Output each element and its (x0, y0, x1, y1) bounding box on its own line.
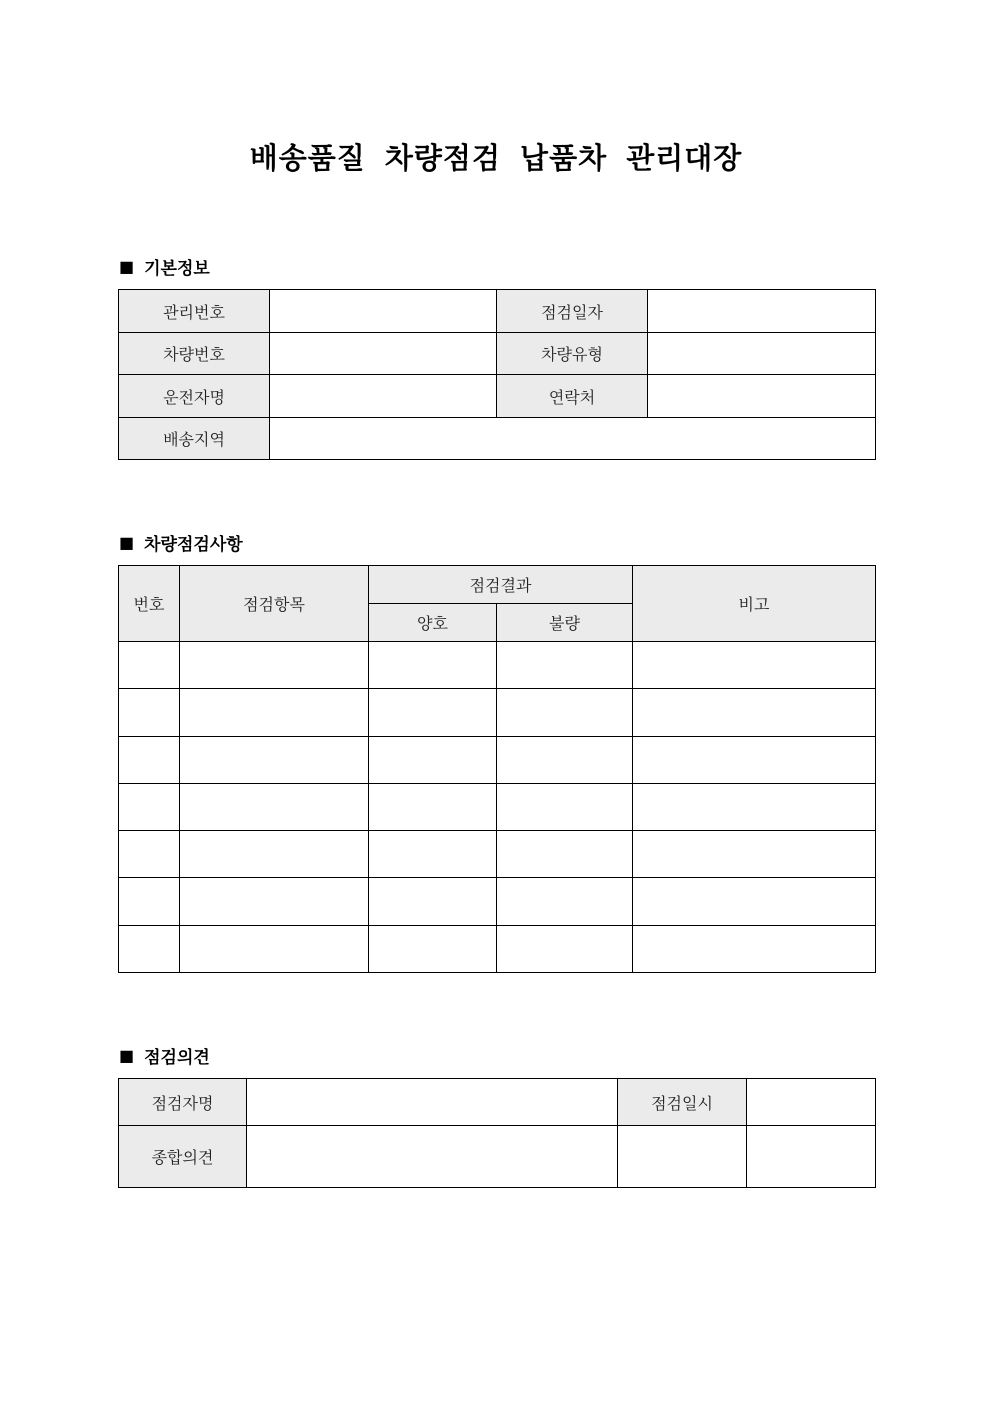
row-good-cell[interactable] (369, 737, 497, 784)
table-row (119, 689, 876, 737)
row-number-cell[interactable] (119, 926, 180, 973)
item-header: 점검항목 (180, 566, 369, 642)
row-bad-cell[interactable] (497, 689, 633, 737)
section-marker-icon: ■ (119, 533, 135, 552)
delivery-area-label: 배송지역 (119, 418, 270, 460)
opinion-heading (119, 1043, 210, 1068)
row-item-cell[interactable] (180, 926, 369, 973)
management-no-field[interactable] (270, 290, 497, 333)
row-remarks-cell[interactable] (633, 784, 876, 831)
row-item-cell[interactable] (180, 737, 369, 784)
delivery-area-field[interactable] (270, 418, 876, 460)
row-item-cell[interactable] (180, 642, 369, 689)
summary-label: 종합의견 (119, 1126, 247, 1188)
row-bad-cell[interactable] (497, 878, 633, 926)
row-item-cell[interactable] (180, 831, 369, 878)
inspection-date-field[interactable] (648, 290, 876, 333)
row-remarks-cell[interactable] (633, 878, 876, 926)
row-item-cell[interactable] (180, 878, 369, 926)
table-row (119, 831, 876, 878)
row-remarks-cell[interactable] (633, 689, 876, 737)
page-title: 배송품질 차량점검 납품차 관리대장 (249, 141, 743, 175)
table-row (119, 926, 876, 973)
section-marker-icon: ■ (119, 257, 135, 276)
vehicle-type-label: 차량유형 (497, 333, 648, 375)
inspection-date-label: 점검일자 (497, 290, 648, 333)
row-good-cell[interactable] (369, 689, 497, 737)
driver-name-field[interactable] (270, 375, 497, 418)
good-header: 양호 (369, 604, 497, 642)
vehicle-no-field[interactable] (270, 333, 497, 375)
table-row (119, 737, 876, 784)
row-number-cell[interactable] (119, 878, 180, 926)
inspection-table (118, 565, 876, 973)
management-no-label: 관리번호 (119, 290, 270, 333)
summary-field[interactable] (247, 1126, 618, 1188)
row-good-cell[interactable] (369, 642, 497, 689)
summary-extra-cell-2[interactable] (747, 1126, 876, 1188)
basic-info-heading (119, 254, 210, 279)
datetime-field[interactable] (747, 1079, 876, 1126)
row-bad-cell[interactable] (497, 926, 633, 973)
row-bad-cell[interactable] (497, 737, 633, 784)
row-item-cell[interactable] (180, 689, 369, 737)
driver-name-label: 운전자명 (119, 375, 270, 418)
table-row (119, 642, 876, 689)
basic-info-table (118, 289, 876, 460)
row-number-cell[interactable] (119, 689, 180, 737)
row-remarks-cell[interactable] (633, 831, 876, 878)
inspector-label: 점검자명 (119, 1079, 247, 1126)
table-row (119, 878, 876, 926)
contact-field[interactable] (648, 375, 876, 418)
row-bad-cell[interactable] (497, 784, 633, 831)
row-number-cell[interactable] (119, 784, 180, 831)
row-number-cell[interactable] (119, 831, 180, 878)
datetime-label: 점검일시 (618, 1079, 747, 1126)
row-number-cell[interactable] (119, 737, 180, 784)
row-item-cell[interactable] (180, 784, 369, 831)
summary-extra-cell-1[interactable] (618, 1126, 747, 1188)
opinion-heading-text: 점검의견 (144, 1048, 210, 1068)
number-header: 번호 (119, 566, 180, 642)
row-good-cell[interactable] (369, 926, 497, 973)
contact-label: 연락처 (497, 375, 648, 418)
row-bad-cell[interactable] (497, 642, 633, 689)
row-number-cell[interactable] (119, 642, 180, 689)
result-header: 점검결과 (369, 566, 633, 604)
inspection-heading-text: 차량점검사항 (144, 535, 243, 555)
row-remarks-cell[interactable] (633, 737, 876, 784)
row-remarks-cell[interactable] (633, 926, 876, 973)
inspector-field[interactable] (247, 1079, 618, 1126)
row-remarks-cell[interactable] (633, 642, 876, 689)
row-good-cell[interactable] (369, 878, 497, 926)
row-bad-cell[interactable] (497, 831, 633, 878)
vehicle-type-field[interactable] (648, 333, 876, 375)
bad-header: 불량 (497, 604, 633, 642)
vehicle-no-label: 차량번호 (119, 333, 270, 375)
inspection-heading (119, 530, 243, 555)
section-marker-icon: ■ (119, 1046, 135, 1065)
table-row (119, 784, 876, 831)
remarks-header: 비고 (633, 566, 876, 642)
row-good-cell[interactable] (369, 831, 497, 878)
basic-info-heading-text: 기본정보 (144, 259, 210, 279)
opinion-table (118, 1078, 876, 1188)
row-good-cell[interactable] (369, 784, 497, 831)
